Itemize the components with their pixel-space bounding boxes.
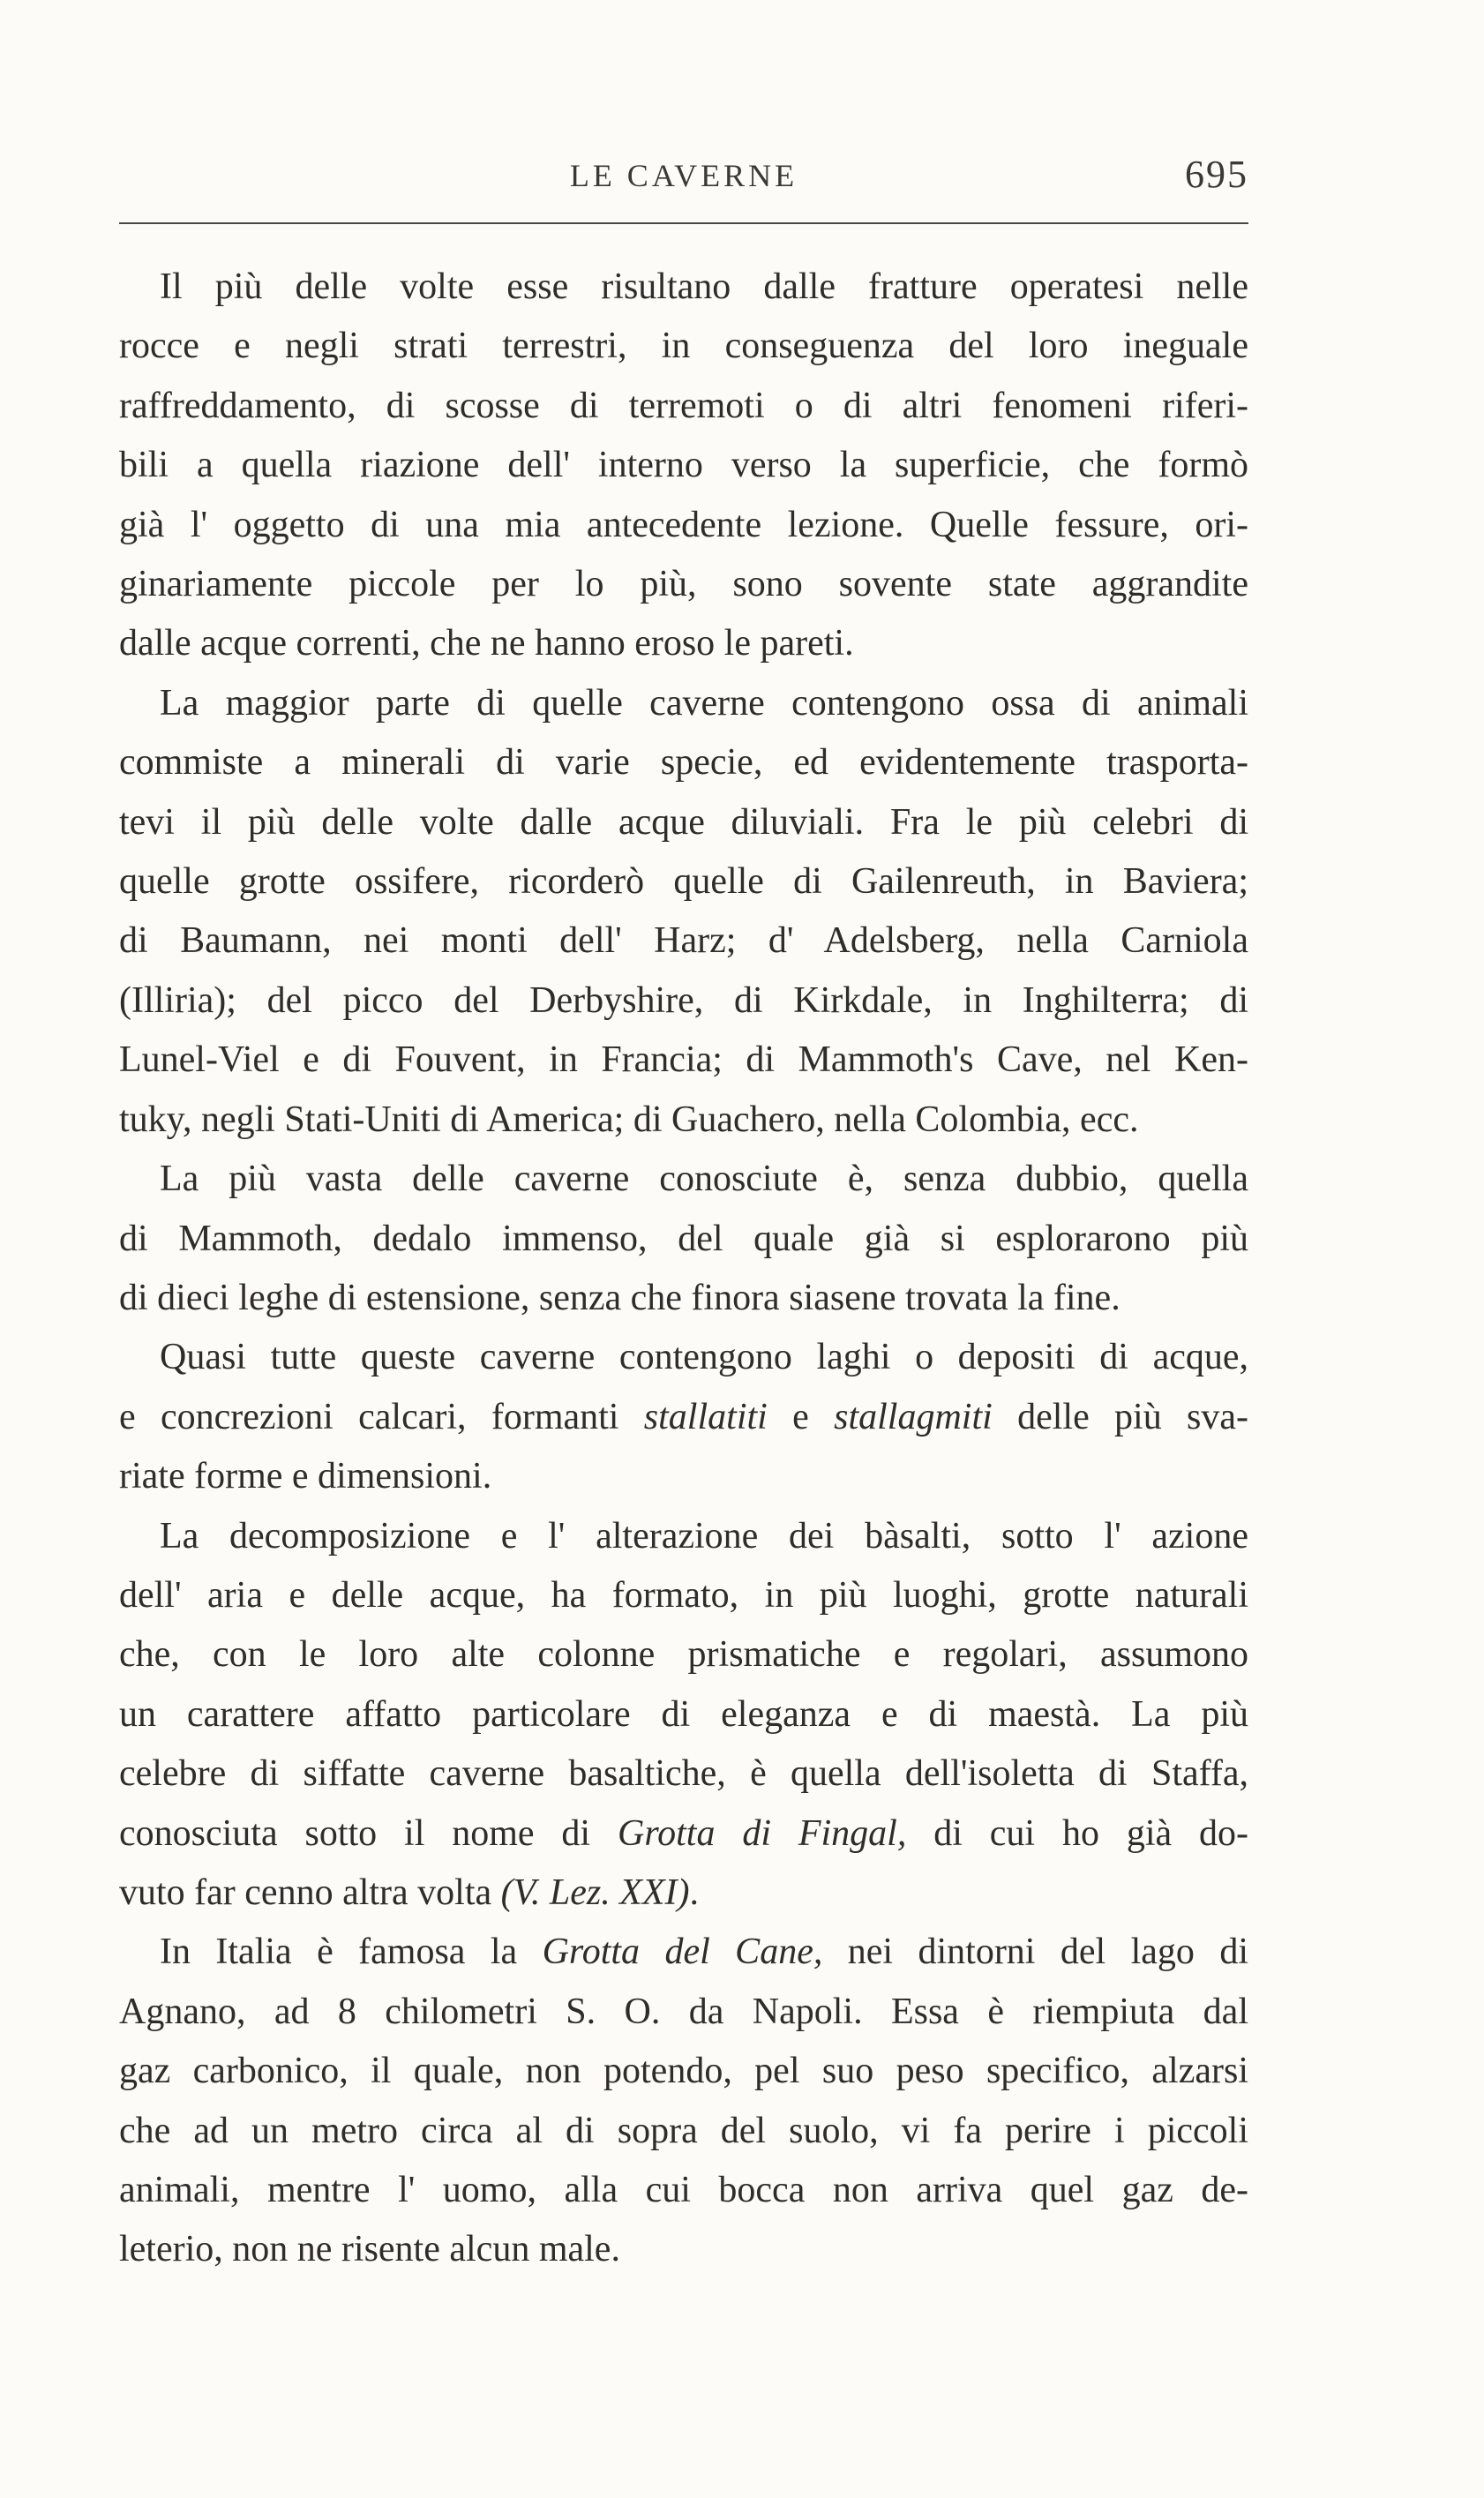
body-text xyxy=(119,258,1248,2280)
text-line: La decomposizione e l' alterazione dei bàsalti, sotto l' azione xyxy=(160,1515,1248,1557)
text-line: leterio, non ne risente alcun male. xyxy=(119,2229,620,2270)
header-rule xyxy=(119,222,1248,224)
text-run: vuto far cenno altra volta xyxy=(119,1872,501,1913)
text-line: tevi il più delle volte dalle acque diluviali. Fra le più celebri di xyxy=(119,801,1248,843)
text-line: bili a quella riazione dell' interno verso la superficie, che formò xyxy=(119,445,1248,486)
italic-term: stallatiti xyxy=(643,1396,768,1437)
text-line: animali, mentre l' uomo, alla cui bocca non arriva quel gaz de- xyxy=(119,2170,1248,2210)
text-line: dell' aria e delle acque, ha formato, in più luoghi, grotte naturali xyxy=(119,1574,1248,1616)
text-run: e xyxy=(767,1396,835,1437)
text-run: di cui ho già do- xyxy=(906,1812,1248,1854)
text-line: (Illiria); del picco del Derbyshire, di Kirkdale, in Inghilterra; di xyxy=(119,979,1248,1021)
page-number: 695 xyxy=(1185,153,1248,196)
text-line: raffreddamento, di scosse di terremoti o di altri fenomeni riferi- xyxy=(119,385,1248,426)
text-line: riate forme e dimensioni. xyxy=(119,1456,492,1497)
italic-term: stallagmiti xyxy=(834,1396,993,1437)
paragraph-4 xyxy=(119,1328,1248,1506)
text-line: gaz carbonico, il quale, non potendo, pel suo peso specifico, alzarsi xyxy=(119,2051,1248,2092)
running-head xyxy=(119,153,1248,206)
text-line: di Mammoth, dedalo immenso, del quale già si esplorarono più xyxy=(119,1218,1248,1259)
text-line: tuky, negli Stati-Uniti di America; di Guachero, nella Colombia, ecc. xyxy=(119,1099,1139,1140)
text-run: . xyxy=(689,1872,700,1913)
text-line: già l' oggetto di una mia antecedente lezione. Quelle fessure, ori- xyxy=(119,504,1248,545)
text-line: di dieci leghe di estensione, senza che finora siasene trovata la fine. xyxy=(119,1277,1120,1318)
text-line xyxy=(119,1804,1248,1864)
text-line: Quasi tutte queste caverne contengono laghi o depositi di acque, xyxy=(160,1337,1248,1378)
text-line: un carattere affatto particolare di eleganza e di maestà. La più xyxy=(119,1693,1248,1735)
text-run: conosciuta sotto il nome di xyxy=(119,1812,618,1854)
text-line: Lunel-Viel e di Fouvent, in Francia; di Mammoth's Cave, nel Ken- xyxy=(119,1039,1248,1081)
text-line: Agnano, ad 8 chilometri S. O. da Napoli. Essa è riempiuta dal xyxy=(119,1991,1248,2032)
paragraph-5 xyxy=(119,1507,1248,1924)
text-line: Il più delle volte esse risultano dalle fratture operatesi nelle xyxy=(160,266,1248,307)
text-line: che, con le loro alte colonne prismatiche e regolari, assumono xyxy=(119,1634,1248,1676)
text-line xyxy=(119,1388,1248,1447)
text-line: che ad un metro circa al di sopra del suolo, vi fa perire i piccoli xyxy=(119,2110,1248,2151)
italic-term: Grotta di Fingal, xyxy=(617,1812,907,1854)
running-title: LE CAVERNE xyxy=(569,158,798,193)
italic-reference: (V. Lez. XXI) xyxy=(500,1872,690,1913)
text-run: e concrezioni calcari, formanti xyxy=(119,1396,644,1437)
paragraph-1 xyxy=(119,258,1248,674)
paragraph-2 xyxy=(119,674,1248,1150)
text-run: In Italia è famosa la xyxy=(160,1932,543,1973)
text-line: commiste a minerali di varie specie, ed evidentemente trasporta- xyxy=(119,742,1248,784)
text-line: ginariamente piccole per lo più, sono sovente state aggrandite xyxy=(119,564,1248,605)
text-line: celebre di siffatte caverne basaltiche, è quella dell'isoletta di Staffa, xyxy=(119,1753,1248,1795)
text-run: delle più sva- xyxy=(992,1396,1248,1437)
text-line: di Baumann, nei monti dell' Harz; d' Adelsberg, nella Carniola xyxy=(119,920,1248,962)
text-line xyxy=(119,1923,1248,1982)
text-line: quelle grotte ossifere, ricorderò quelle di Gailenreuth, in Baviera; xyxy=(119,861,1248,903)
text-line xyxy=(119,1864,1248,1923)
text-line: La più vasta delle caverne conosciute è, senza dubbio, quella xyxy=(160,1159,1248,1200)
text-line: La maggior parte di quelle caverne contengono ossa di animali xyxy=(160,682,1248,724)
paragraph-6 xyxy=(119,1923,1248,2279)
paragraph-3 xyxy=(119,1150,1248,1328)
text-line: rocce e negli strati terrestri, in conseguenza del loro ineguale xyxy=(119,326,1248,367)
text-line: dalle acque correnti, che ne hanno eroso le pareti. xyxy=(119,623,854,664)
italic-term: Grotta del Cane, xyxy=(542,1932,823,1973)
text-run: nei dintorni del lago di xyxy=(822,1932,1248,1973)
